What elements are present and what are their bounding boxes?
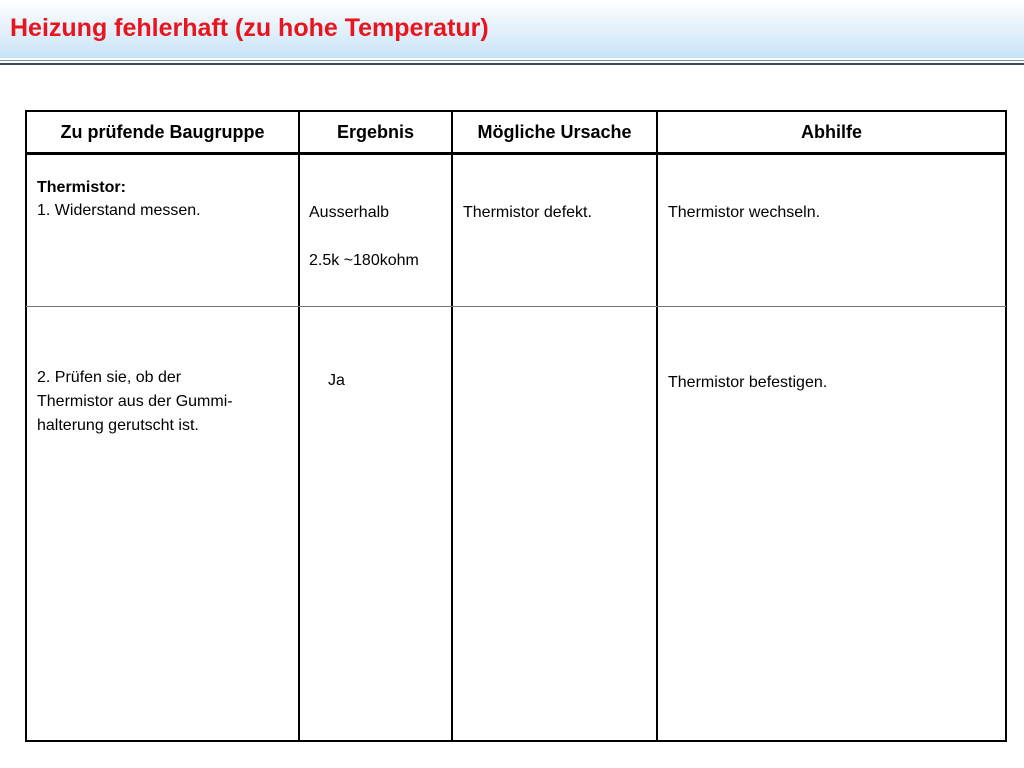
header-result: Ergebnis xyxy=(336,122,415,142)
row2-result: Ja xyxy=(328,372,345,389)
title-divider-thick xyxy=(0,63,1024,65)
page-title: Heizung fehlerhaft (zu hohe Temperatur) xyxy=(10,14,489,42)
row1-component-step: 1. Widerstand messen. xyxy=(37,202,201,219)
header-remedy: Abhilfe xyxy=(801,122,862,142)
row-divider xyxy=(26,306,1006,307)
row2-component-line1: 2. Prüfen sie, ob der xyxy=(37,369,182,386)
column-divider-2 xyxy=(451,110,453,742)
row2-component-line2: Thermistor aus der Gummi- xyxy=(37,393,233,410)
column-divider-3 xyxy=(656,110,658,742)
row1-remedy: Thermistor wechseln. xyxy=(668,204,821,221)
title-divider-thin xyxy=(0,60,1024,61)
column-divider-1 xyxy=(298,110,300,742)
row1-cause: Thermistor defekt. xyxy=(463,204,592,221)
row1-component-title: Thermistor: xyxy=(37,179,126,196)
row1-result-line1: Ausserhalb xyxy=(309,204,390,221)
row1-result-line2: 2.5k ~180kohm xyxy=(309,252,419,269)
row2-remedy: Thermistor befestigen. xyxy=(668,374,828,391)
row2-component-line3: halterung gerutscht ist. xyxy=(37,417,199,434)
header-component: Zu prüfende Baugruppe xyxy=(60,122,265,142)
header-cause: Mögliche Ursache xyxy=(477,122,632,142)
header-row-divider xyxy=(25,152,1007,155)
